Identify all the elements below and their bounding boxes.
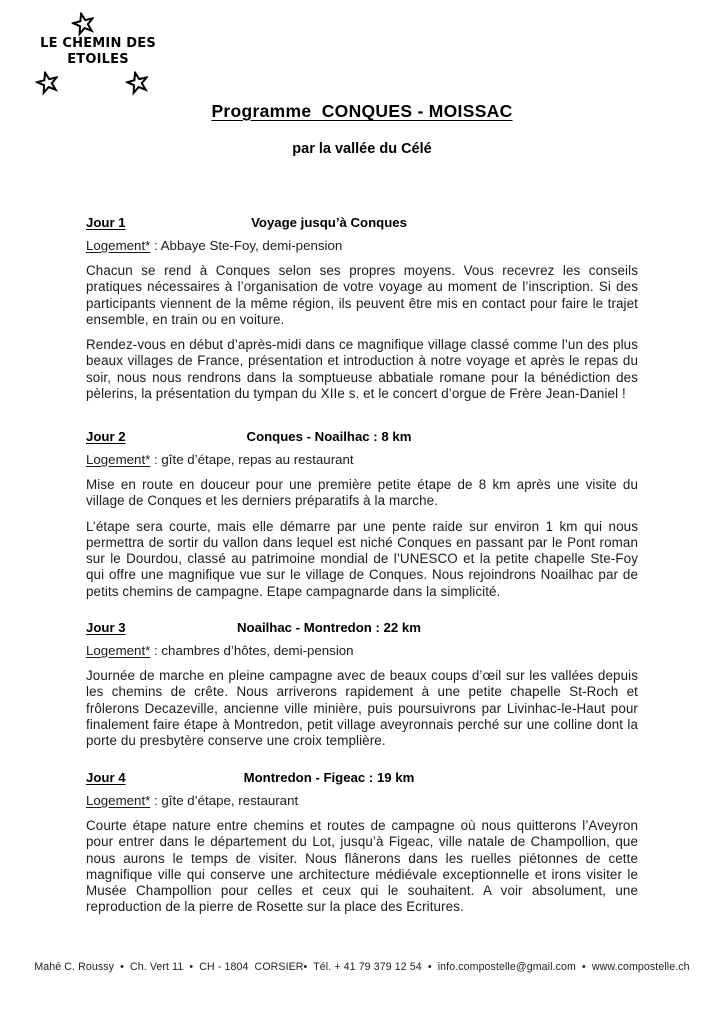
day-paragraph: Journée de marche en pleine campagne avec de beaux coups d’œil sur les vallées depuis les chemins de crête. Nous arriverons rapidement à une petite chapelle St-Roch et frôlerons Decazeville, ancienne ville minière, puis poursuivrons par Livinhac-le-Haut pour finalement faire étape à Montredon, petit village aveyronnais perché sur une colline dont la porte du presbytère conserve une croix templière.	[86, 668, 638, 749]
day-route: Noailhac - Montredon : 22 km	[237, 620, 421, 635]
footer-contact-line: Mahé C. Roussy • Ch. Vert 11 • CH - 1804 CORSIER• Tél. + 41 79 379 12 54 • info.compostelle@gmail.com • www.compostelle.ch	[34, 961, 690, 973]
lodging-label: Logement*	[86, 643, 151, 658]
lodging-label: Logement*	[86, 452, 151, 467]
page-title: Programme CONQUES - MOISSAC	[211, 101, 513, 121]
lodging-value: : gîte d’étape, repas au restaurant	[150, 452, 354, 467]
day-section-3	[86, 620, 638, 749]
day-lodging	[86, 452, 638, 469]
day-lodging	[86, 643, 638, 660]
star-icon	[126, 71, 149, 94]
page-subtitle: par la vallée du Célé	[292, 141, 432, 157]
day-label: Jour 2	[86, 429, 126, 444]
day-paragraph: Courte étape nature entre chemins et routes de campagne où nous quitterons l’Aveyron pour entrer dans le département du Lot, jusqu’à Figeac, ville natale de Champollion, que nous aurons le temps de visiter. Nous flânerons dans les ruelles piétonnes de cette magnifique ville qui conserve une architecture médiévale exceptionnelle et irons visiter le Musée Champollion pour celles et ceux qui le souhaitent. A voir absolument, une reproduction de la pierre de Rosette sur la place des Ecritures.	[86, 818, 638, 915]
star-icon	[36, 71, 59, 94]
day-heading	[86, 215, 638, 232]
day-label: Jour 1	[86, 215, 126, 230]
day-section-1	[86, 215, 638, 402]
lodging-label: Logement*	[86, 793, 151, 808]
day-label: Jour 4	[86, 770, 126, 785]
day-section-2	[86, 429, 638, 600]
day-paragraph: Chacun se rend à Conques selon ses propres moyens. Vous recevrez les conseils pratiques nécessaires à l’organisation de votre voyage au moment de l’inscription. Si des participants viennent de la même région, ils peuvent être mis en contact pour faire le trajet ensemble, en train ou en voiture.	[86, 263, 638, 327]
logo-title-line2: ETOILES	[67, 52, 129, 67]
day-route: Montredon - Figeac : 19 km	[243, 770, 415, 785]
logo	[28, 12, 168, 94]
day-lodging	[86, 793, 638, 810]
day-route: Voyage jusqu’à Conques	[251, 215, 407, 230]
day-section-4	[86, 770, 638, 916]
day-label: Jour 3	[86, 620, 126, 635]
day-paragraph: Mise en route en douceur pour une première petite étape de 8 km après une visite du village de Conques et les derniers préparatifs à la marche.	[86, 477, 638, 509]
lodging-value: : gîte d’étape, restaurant	[150, 793, 299, 808]
lodging-value: : chambres d’hôtes, demi-pension	[150, 643, 354, 658]
day-heading	[86, 620, 638, 637]
day-heading	[86, 429, 638, 446]
day-lodging	[86, 238, 638, 255]
day-heading	[86, 770, 638, 787]
star-icon	[72, 12, 168, 35]
day-paragraph: Rendez-vous en début d’après-midi dans ce magnifique village classé comme l’un des plus beaux villages de France, présentation et introduction à notre voyage et après le repas du soir, nous nous rendrons dans la somptueuse abbatiale romane pour la bénédiction des pèlerins, la présentation du tympan du XIIe s. et le concert d’orgue de Frère Jean-Daniel !	[86, 337, 638, 402]
logo-title-line1: LE CHEMIN DES	[40, 36, 156, 51]
lodging-label: Logement*	[86, 238, 151, 253]
day-route: Conques - Noailhac : 8 km	[246, 429, 412, 444]
day-paragraph: L’étape sera courte, mais elle démarre par une pente raide sur environ 1 km qui nous permettra de sortir du vallon dans lequel est niché Conques en passant par le Pont roman sur le Dourdou, classé au patrimoine mondial de l’UNESCO et la petite chapelle Ste-Foy qui offre une magnifique vue sur le village de Conques. Nous rejoindrons Noailhac par de petits chemins de campagne. Etape campagnarde dans la simplicité.	[86, 518, 638, 599]
lodging-value: : Abbaye Ste-Foy, demi-pension	[150, 238, 343, 253]
